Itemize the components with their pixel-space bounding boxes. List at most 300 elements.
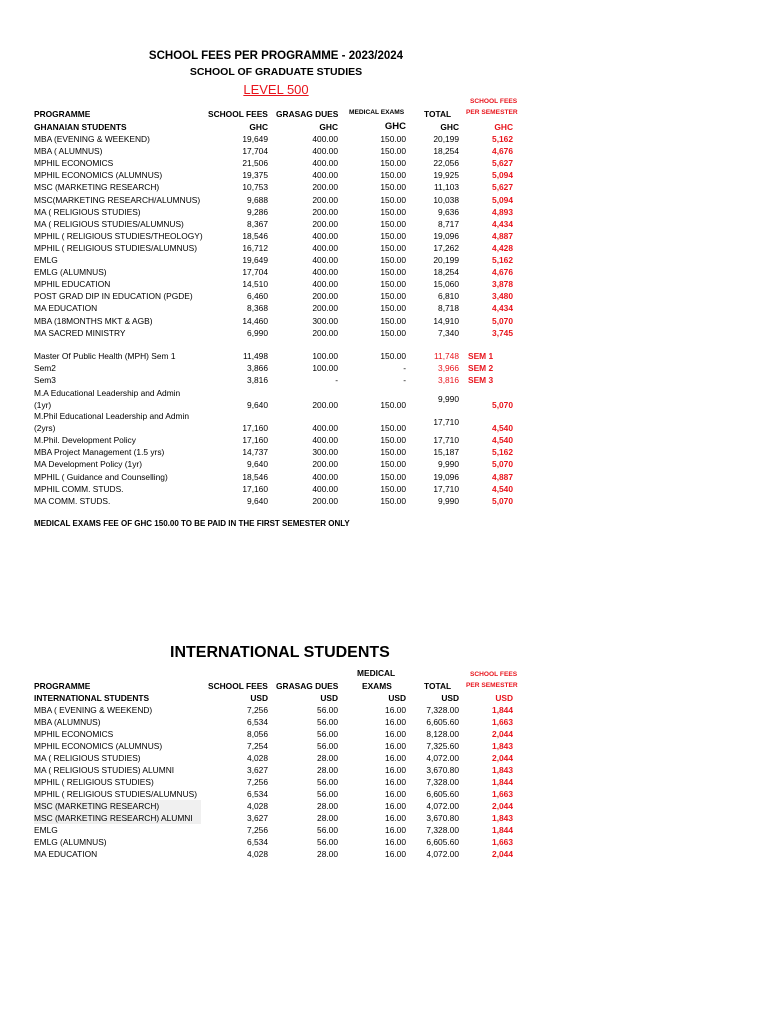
programme-name: MSC (MARKETING RESEARCH): [34, 182, 160, 193]
medical-value: 150.00: [380, 303, 406, 314]
programme-name: EMLG: [34, 255, 58, 265]
medical-value: 150.00: [380, 327, 406, 338]
intl-col-header-grasag-dues: GRASAG DUES: [276, 681, 339, 691]
school-fees-value: 9,640: [247, 459, 268, 470]
school-fees-value: 10,753: [242, 182, 268, 193]
school-fees-value: 17,704: [242, 267, 268, 278]
medical-value: 150.00: [380, 435, 406, 445]
col-header-grasag-dues: GRASAG DUES: [276, 109, 339, 119]
currency-label: USD: [320, 693, 338, 703]
programme-name: MA Development Policy (1yr): [34, 459, 142, 470]
school-fees-value: 9,688: [247, 194, 268, 205]
school-fees-value: 17,704: [242, 146, 268, 157]
school-fees-value: 18,546: [242, 230, 268, 241]
table-row: [0, 848, 560, 860]
programme-name: MBA ( ALUMNUS): [34, 146, 103, 157]
medical-value: 150.00: [380, 471, 406, 482]
grasag-value: 28.00: [317, 813, 338, 823]
currency-subheader-row: [0, 121, 560, 133]
col-header-programme: PROGRAMME: [34, 109, 91, 119]
programme-name: MPHIL ( RELIGIOUS STUDIES/ALUMNUS): [34, 242, 198, 253]
currency-label: GHC: [440, 122, 459, 132]
per-semester-value: 4,434: [492, 218, 513, 229]
school-fees-value: 3,627: [247, 765, 268, 775]
medical-value: 16.00: [385, 741, 406, 751]
table-row: [0, 458, 560, 470]
table-row: [0, 230, 560, 242]
school-fees-value: 7,256: [247, 705, 268, 715]
per-semester-value: 4,540: [492, 483, 513, 494]
per-semester-value: 4,434: [492, 303, 513, 314]
medical-value: 150.00: [380, 267, 406, 278]
total-value: 8,128.00: [426, 729, 459, 739]
medical-value: 150.00: [380, 194, 406, 205]
semester-label: SEM 3: [468, 375, 494, 386]
table-row: [0, 704, 560, 716]
medical-value: 150.00: [380, 182, 406, 193]
programme-name: M.A Educational Leadership and Admin: [34, 388, 181, 398]
medical-value: -: [403, 363, 406, 374]
school-fees-value: 9,640: [247, 400, 268, 410]
school-fees-value: 4,028: [247, 849, 268, 859]
total-value: 17,262: [433, 242, 459, 253]
per-semester-value: 5,627: [492, 158, 513, 169]
currency-label: USD: [388, 693, 406, 703]
school-fees-value: 6,534: [247, 789, 268, 799]
school-fees-value: 4,028: [247, 753, 268, 763]
school-fees-value: 7,256: [247, 777, 268, 787]
total-value: 6,605.60: [426, 717, 459, 727]
school-fees-value: 14,510: [242, 279, 268, 290]
total-value: 10,038: [433, 194, 459, 205]
table-row: [0, 315, 560, 327]
grasag-value: 200.00: [312, 496, 338, 506]
total-value: 9,990: [438, 496, 459, 506]
intl-col-header-school-fees: SCHOOL FEES: [208, 681, 268, 691]
table-row: [0, 434, 560, 446]
school-fees-value: 4,028: [247, 801, 268, 811]
school-fees-value: 6,460: [247, 291, 268, 302]
medical-value: 150.00: [380, 158, 406, 169]
table-row: [0, 495, 560, 507]
programme-name: MA ( RELIGIOUS STUDIES): [34, 753, 141, 763]
school-fees-value: 8,056: [247, 729, 268, 739]
per-semester-value: 1,844: [492, 705, 513, 715]
grasag-value: 200.00: [312, 194, 338, 205]
total-value: 8,718: [438, 303, 459, 314]
table-row: [0, 254, 560, 266]
programme-name: MA ( RELIGIOUS STUDIES/ALUMNUS): [34, 218, 184, 229]
programme-name-cont: (2yrs): [34, 423, 56, 433]
medical-value: 150.00: [380, 447, 406, 458]
total-value: 11,103: [434, 182, 459, 193]
per-semester-value: 5,162: [492, 134, 513, 144]
grasag-value: 56.00: [317, 837, 338, 847]
medical-value: 150.00: [380, 279, 406, 290]
programme-name: MA ( RELIGIOUS STUDIES) ALUMNI: [34, 765, 175, 775]
table-row: [0, 410, 560, 427]
per-semester-value: 3,745: [492, 327, 513, 338]
table-row: [0, 157, 560, 169]
school-fees-value: 6,534: [247, 717, 268, 727]
table-row: [0, 716, 560, 728]
programme-name: MPHIL ( RELIGIOUS STUDIES/ALUMNUS): [34, 789, 198, 799]
programme-name: M.Phil. Development Policy: [34, 435, 136, 445]
medical-value: 16.00: [385, 765, 406, 775]
programme-name: MBA (ALUMNUS): [34, 717, 101, 727]
programme-name: MPHIL ECONOMICS: [34, 158, 114, 169]
table-row: [0, 169, 560, 181]
grasag-value: -: [335, 375, 338, 386]
grasag-value: 56.00: [317, 777, 338, 787]
col-header-total: TOTAL: [424, 109, 452, 119]
medical-value: 16.00: [385, 801, 406, 811]
programme-name: MPHIL ECONOMICS (ALUMNUS): [34, 170, 163, 181]
table-row: [0, 218, 560, 230]
grasag-value: 400.00: [312, 146, 338, 157]
grasag-value: 400.00: [312, 255, 338, 265]
programme-name: MSC(MARKETING RESEARCH/ALUMNUS): [34, 194, 201, 205]
intl-col-header-medical: MEDICAL: [357, 668, 396, 678]
grasag-value: 28.00: [317, 801, 338, 811]
medical-value: 150.00: [380, 242, 406, 253]
grasag-value: 100.00: [312, 363, 338, 374]
school-fees-value: 9,640: [247, 496, 268, 506]
per-semester-value: 2,044: [492, 801, 513, 811]
per-semester-value: 1,663: [492, 837, 513, 847]
per-semester-value: 3,480: [492, 291, 513, 302]
total-value: 4,072.00: [426, 849, 459, 859]
school-fees-value: 6,534: [247, 837, 268, 847]
programme-name: MA ( RELIGIOUS STUDIES): [34, 206, 141, 217]
table-row: [0, 302, 560, 314]
medical-value: 150.00: [380, 146, 406, 157]
total-value: 19,925: [433, 170, 459, 181]
programme-name: Master Of Public Health (MPH) Sem 1: [34, 351, 176, 361]
medical-value: 16.00: [385, 777, 406, 787]
table-row: [0, 776, 560, 788]
per-semester-value: 1,843: [492, 741, 513, 751]
international-title: INTERNATIONAL STUDENTS: [170, 644, 390, 661]
school-fees-value: 3,816: [247, 375, 268, 386]
table-row: [0, 362, 560, 374]
grasag-value: 200.00: [312, 459, 338, 470]
total-value: 9,636: [438, 206, 459, 217]
per-semester-value: 4,540: [492, 435, 513, 445]
per-semester-value: 1,663: [492, 717, 513, 727]
medical-value: -: [403, 375, 406, 386]
medical-fee-note: MEDICAL EXAMS FEE OF GHC 150.00 TO BE PAID IN THE FIRST SEMESTER ONLY: [34, 519, 350, 528]
total-value: 6,605.60: [426, 837, 459, 847]
programme-name: MPHIL ECONOMICS (ALUMNUS): [34, 741, 163, 751]
table-row: [0, 242, 560, 254]
table-row: [0, 740, 560, 752]
per-semester-value: 4,887: [492, 471, 513, 482]
per-semester-value: 3,878: [492, 279, 513, 290]
per-semester-value: 2,044: [492, 753, 513, 763]
total-value: 7,325.60: [426, 741, 459, 751]
per-semester-value: 1,843: [492, 813, 513, 823]
medical-value: 150.00: [380, 496, 406, 506]
programme-name: M.Phil Educational Leadership and Admin: [34, 411, 190, 421]
table-row: [0, 836, 560, 848]
medical-value: 150.00: [380, 423, 406, 433]
programme-name: MBA ( EVENING & WEEKEND): [34, 705, 153, 715]
total-value: 7,328.00: [426, 777, 459, 787]
total-value: 7,340: [438, 327, 459, 338]
grasag-value: 56.00: [317, 705, 338, 715]
per-semester-value: 5,070: [492, 315, 513, 326]
semester-label: SEM 2: [468, 363, 494, 374]
medical-value: 150.00: [380, 483, 406, 494]
grasag-value: 200.00: [312, 327, 338, 338]
table-row: [0, 422, 560, 434]
table-row: [0, 206, 560, 218]
per-semester-value: 4,893: [492, 206, 513, 217]
grasag-value: 400.00: [312, 423, 338, 433]
table-row: [0, 278, 560, 290]
medical-value: 16.00: [385, 813, 406, 823]
grasag-value: 400.00: [312, 435, 338, 445]
programme-name: EMLG (ALUMNUS): [34, 837, 107, 847]
grasag-value: 56.00: [317, 729, 338, 739]
programme-name: MSC (MARKETING RESEARCH): [34, 800, 201, 812]
per-semester-value: 5,094: [492, 194, 513, 205]
medical-value: 150.00: [380, 400, 406, 410]
total-value: 6,605.60: [426, 789, 459, 799]
total-value: 6,810: [438, 291, 459, 302]
programme-name: MPHIL COMM. STUDS.: [34, 483, 124, 494]
grasag-value: 200.00: [312, 291, 338, 302]
per-semester-value: 2,044: [492, 729, 513, 739]
grasag-value: 400.00: [312, 483, 338, 494]
programme-name: MBA Project Management (1.5 yrs): [34, 447, 165, 458]
page-title: SCHOOL FEES PER PROGRAMME - 2023/2024: [148, 50, 404, 62]
medical-value: 16.00: [385, 705, 406, 715]
intl-col-header-total: TOTAL: [424, 681, 452, 691]
per-semester-value: 5,070: [492, 496, 513, 506]
medical-value: 150.00: [380, 206, 406, 217]
grasag-value: 200.00: [312, 400, 338, 410]
table-row: [0, 387, 560, 404]
table-row: [0, 194, 560, 206]
programme-name: MA EDUCATION: [34, 303, 98, 314]
programme-name: MBA (18MONTHS MKT & AGB): [34, 315, 153, 326]
medical-value: 150.00: [380, 351, 406, 361]
medical-value: 150.00: [380, 170, 406, 181]
col-header-per-semester-line2: PER SEMESTER: [466, 109, 518, 116]
table-row: [0, 483, 560, 495]
medical-value: 150.00: [380, 255, 406, 265]
total-value: 19,096: [433, 230, 459, 241]
total-value: 17,710: [433, 417, 459, 427]
programme-name-cont: (1yr): [34, 400, 52, 410]
grasag-value: 200.00: [312, 218, 338, 229]
table-row: [0, 266, 560, 278]
currency-label: GHC: [494, 122, 513, 132]
school-fees-value: 16,712: [242, 242, 268, 253]
table-row: [0, 145, 560, 157]
per-semester-value: 5,070: [492, 459, 513, 470]
programme-name: MA EDUCATION: [34, 849, 98, 859]
grasag-value: 400.00: [312, 134, 338, 144]
grasag-value: 56.00: [317, 825, 338, 835]
medical-value: 150.00: [380, 230, 406, 241]
medical-value: 150.00: [380, 315, 406, 326]
grasag-value: 28.00: [317, 765, 338, 775]
total-value: 18,254: [433, 146, 459, 157]
currency-label: USD: [441, 693, 459, 703]
grasag-value: 56.00: [317, 789, 338, 799]
per-semester-value: 5,162: [492, 255, 513, 265]
total-value: 9,990: [438, 459, 459, 470]
programme-name: EMLG: [34, 825, 58, 835]
grasag-value: 400.00: [312, 170, 338, 181]
school-fees-value: 17,160: [242, 423, 268, 433]
total-value: 17,710: [433, 435, 459, 445]
total-value: 19,096: [433, 471, 459, 482]
programme-name: MPHIL ( RELIGIOUS STUDIES): [34, 777, 154, 787]
per-semester-value: 4,676: [492, 267, 513, 278]
total-value: 7,328.00: [426, 705, 459, 715]
total-value: 22,056: [433, 158, 459, 169]
medical-value: 16.00: [385, 753, 406, 763]
total-value: 3,670.80: [426, 813, 459, 823]
school-fees-value: 21,506: [242, 158, 268, 169]
programme-name: MSC (MARKETING RESEARCH) ALUMNI: [34, 812, 201, 824]
school-fees-value: 19,649: [242, 134, 268, 144]
school-fees-value: 11,498: [243, 351, 268, 361]
school-fees-value: 7,254: [247, 741, 268, 751]
per-semester-value: 1,844: [492, 777, 513, 787]
table-row: [0, 471, 560, 483]
grasag-value: 28.00: [317, 849, 338, 859]
programme-name: MPHIL ( RELIGIOUS STUDIES/THEOLOGY): [34, 230, 203, 241]
total-value: 9,990: [438, 394, 459, 404]
table-row: [0, 764, 560, 776]
grasag-value: 200.00: [312, 303, 338, 314]
table-row: [0, 752, 560, 764]
total-value: 4,072.00: [426, 801, 459, 811]
programme-name: POST GRAD DIP IN EDUCATION (PGDE): [34, 291, 193, 302]
programme-name: MBA (EVENING & WEEKEND): [34, 134, 150, 144]
medical-value: 150.00: [380, 134, 406, 144]
currency-label: USD: [250, 693, 268, 703]
grasag-value: 400.00: [312, 267, 338, 278]
grasag-value: 400.00: [312, 158, 338, 169]
medical-value: 16.00: [385, 825, 406, 835]
school-fees-value: 18,546: [242, 471, 268, 482]
total-value: 20,199: [433, 255, 459, 265]
total-value: 3,966: [438, 363, 459, 374]
currency-label: GHC: [319, 122, 338, 132]
table-row: [0, 446, 560, 458]
per-semester-value: 4,428: [492, 242, 513, 253]
total-value: 3,670.80: [426, 765, 459, 775]
currency-label: GHC: [249, 122, 268, 132]
medical-value: 16.00: [385, 837, 406, 847]
medical-value: 16.00: [385, 789, 406, 799]
grasag-value: 100.00: [312, 351, 338, 361]
programme-name: MPHIL ( Guidance and Counselling): [34, 471, 168, 482]
per-semester-value: 2,044: [492, 849, 513, 859]
per-semester-value: 5,094: [492, 170, 513, 181]
table-row: [0, 788, 560, 800]
programme-name: MPHIL ECONOMICS: [34, 729, 114, 739]
table-row: [0, 374, 560, 386]
medical-value: 150.00: [380, 459, 406, 470]
school-fees-value: 7,256: [247, 825, 268, 835]
intl-col-header-exams: EXAMS: [362, 681, 392, 691]
grasag-value: 400.00: [312, 230, 338, 241]
table-row: [0, 824, 560, 836]
table-row: [0, 800, 560, 812]
per-semester-value: 5,162: [492, 447, 513, 458]
per-semester-value: 1,663: [492, 789, 513, 799]
grasag-value: 300.00: [312, 315, 338, 326]
total-value: 8,717: [438, 218, 459, 229]
school-fees-value: 19,375: [242, 170, 268, 181]
per-semester-value: 4,540: [492, 423, 513, 433]
grasag-value: 400.00: [312, 242, 338, 253]
per-semester-value: 1,843: [492, 765, 513, 775]
per-semester-value: 4,887: [492, 230, 513, 241]
currency-label: GHC: [384, 121, 406, 132]
school-fees-value: 3,866: [247, 363, 268, 374]
programme-name: Sem3: [34, 375, 56, 386]
table-row: [0, 728, 560, 740]
grasag-value: 400.00: [312, 279, 338, 290]
table-row: [0, 290, 560, 302]
school-fees-value: 9,286: [247, 206, 268, 217]
total-value: 11,748: [434, 351, 459, 361]
school-fees-value: 19,649: [242, 255, 268, 265]
school-fees-value: 3,627: [247, 813, 268, 823]
programme-name: MPHIL EDUCATION: [34, 279, 111, 290]
grasag-value: 56.00: [317, 717, 338, 727]
total-value: 7,328.00: [426, 825, 459, 835]
medical-value: 150.00: [380, 291, 406, 302]
currency-label: USD: [495, 693, 513, 703]
grasag-value: 56.00: [317, 741, 338, 751]
school-fees-value: 17,160: [242, 435, 268, 445]
semester-label: SEM 1: [468, 351, 494, 361]
school-fees-value: 14,460: [242, 315, 268, 326]
per-semester-value: 1,844: [492, 825, 513, 835]
per-semester-value: 5,627: [492, 182, 513, 193]
total-value: 15,187: [433, 447, 459, 458]
programme-name: EMLG (ALUMNUS): [34, 267, 107, 278]
programme-name: MA COMM. STUDS.: [34, 496, 111, 506]
group-label: GHANAIAN STUDENTS: [34, 122, 127, 132]
total-value: 4,072.00: [426, 753, 459, 763]
total-value: 17,710: [433, 483, 459, 494]
school-fees-value: 8,367: [247, 218, 268, 229]
school-fees-value: 6,990: [247, 327, 268, 338]
table-row: [0, 181, 560, 193]
intl-col-header-programme: PROGRAMME: [34, 681, 91, 691]
total-value: 15,060: [433, 279, 459, 290]
per-semester-value: 4,676: [492, 146, 513, 157]
intl-col-header-per-semester-line2: PER SEMESTER: [466, 682, 518, 689]
programme-name: Sem2: [34, 363, 56, 374]
grasag-value: 200.00: [312, 182, 338, 193]
school-fees-value: 8,368: [247, 303, 268, 314]
col-header-school-fees: SCHOOL FEES: [208, 109, 268, 119]
table-row: [0, 327, 560, 339]
grasag-value: 200.00: [312, 206, 338, 217]
total-value: 18,254: [433, 267, 459, 278]
